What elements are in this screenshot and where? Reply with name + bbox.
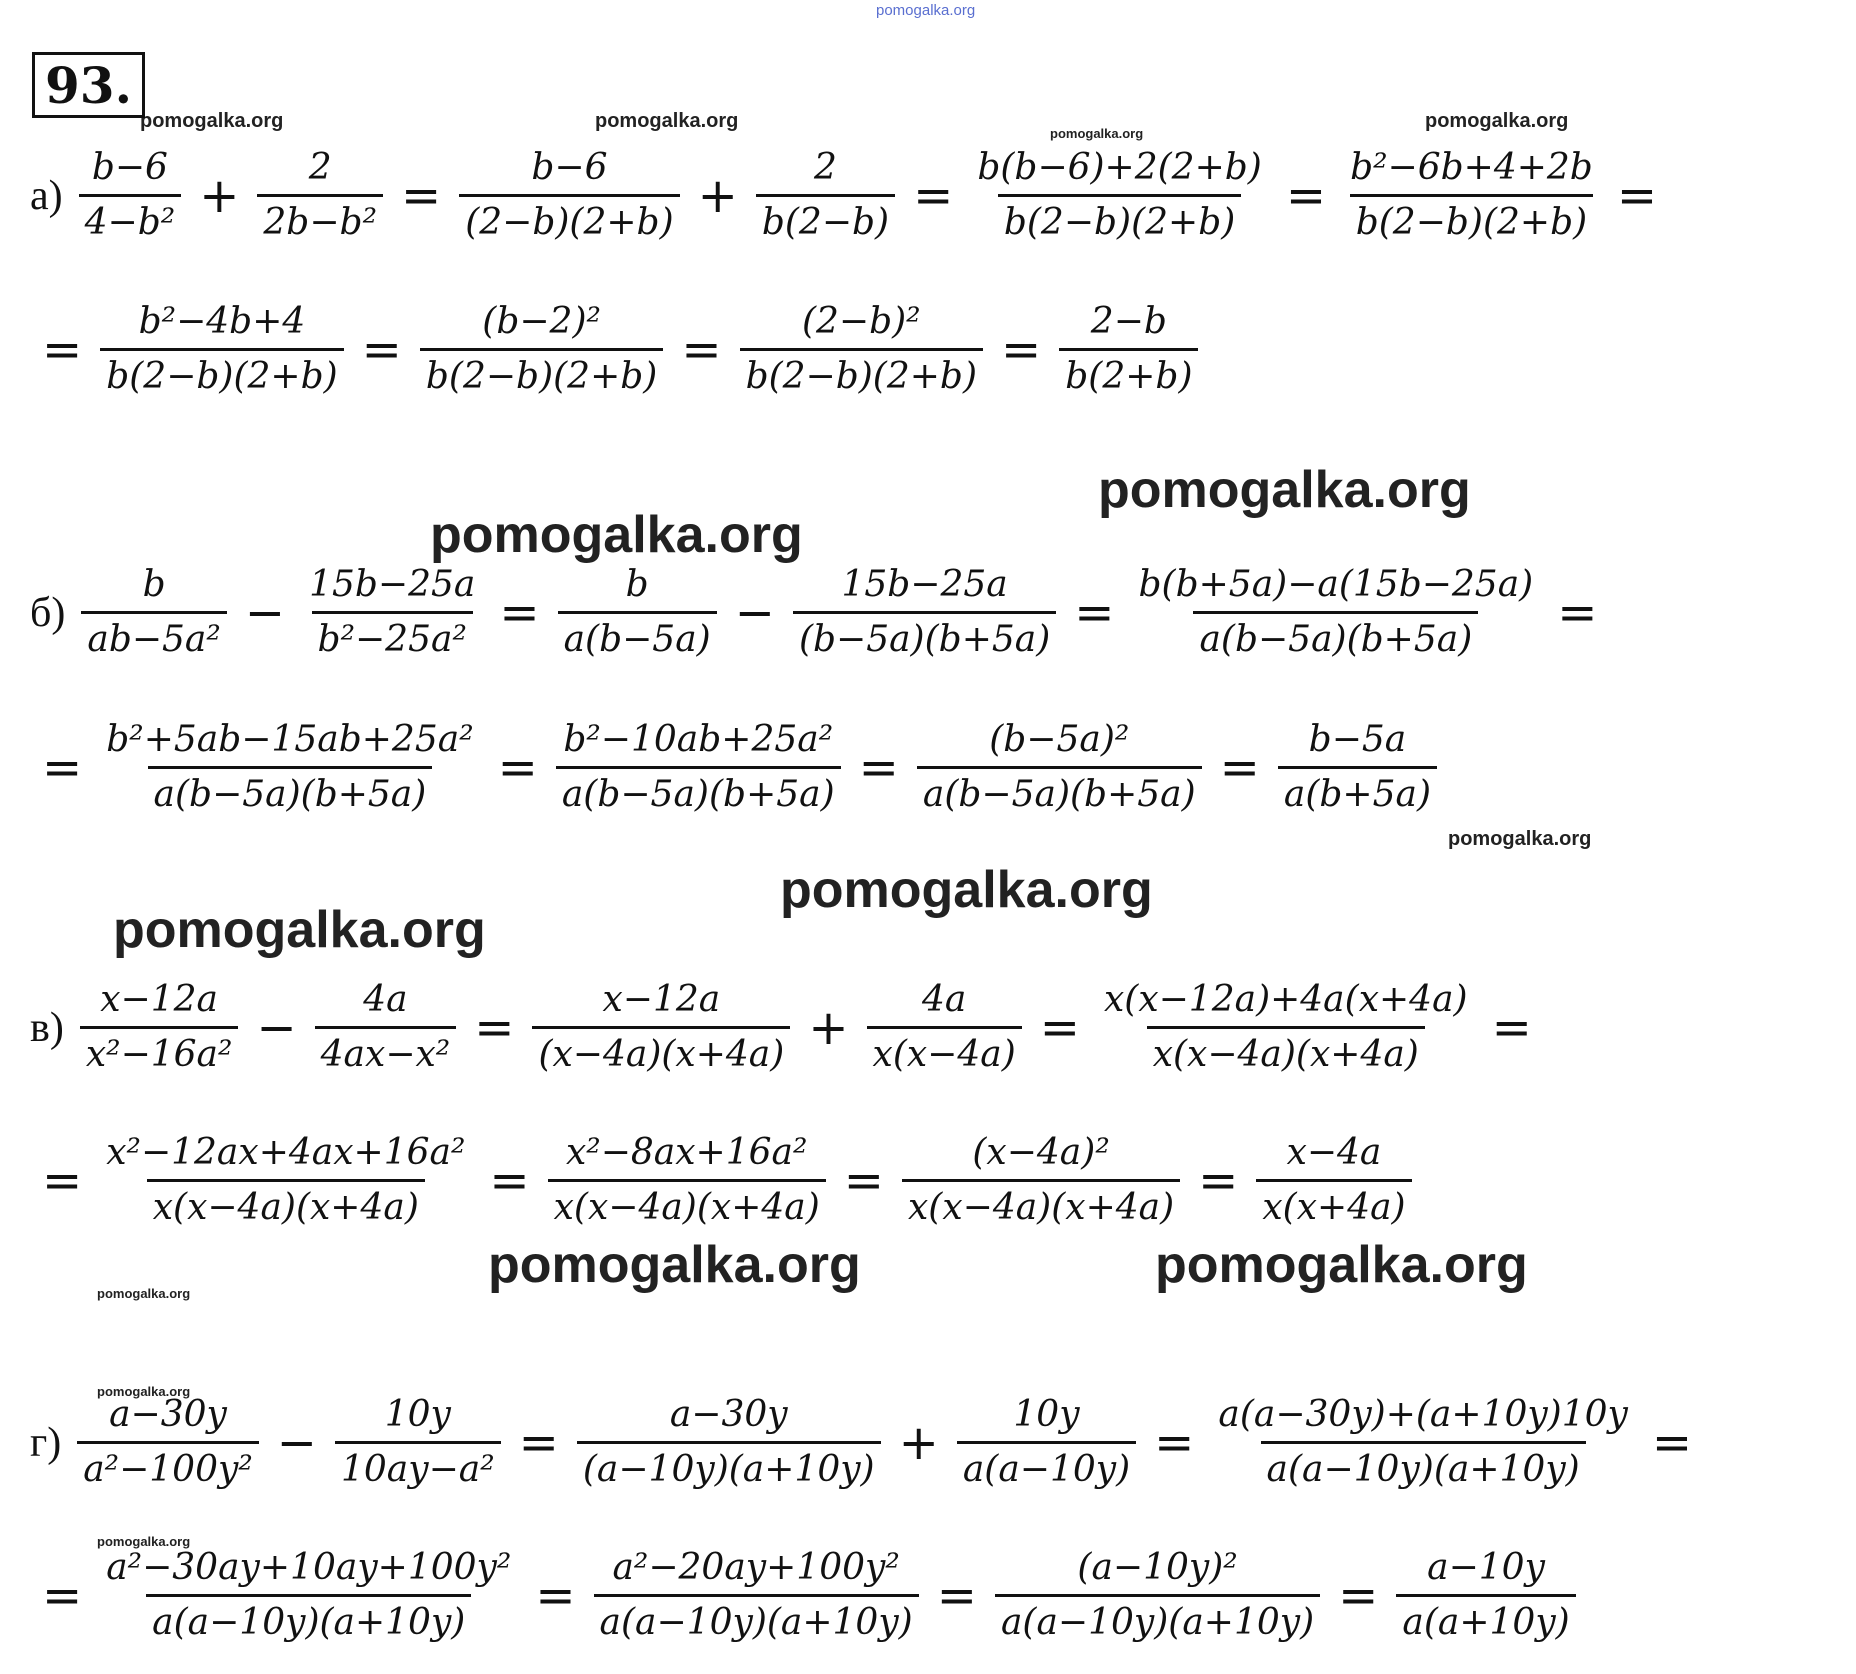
numerator: x(x−12a)+4a(x+4a)	[1103, 979, 1468, 1020]
operator: =	[42, 739, 83, 796]
numerator: b²+5ab−15ab+25a²	[106, 719, 474, 760]
operator: =	[1338, 1567, 1379, 1624]
fraction	[556, 720, 841, 815]
operator: =	[1074, 584, 1115, 641]
denominator: x(x−4a)	[867, 1026, 1022, 1075]
fraction	[100, 1548, 517, 1643]
fraction	[459, 148, 679, 243]
denominator: x(x−4a)(x+4a)	[1147, 1026, 1425, 1075]
denominator: x(x+4a)	[1256, 1179, 1411, 1228]
numerator: x²−8ax+16a²	[565, 1132, 808, 1173]
fraction	[100, 720, 479, 815]
part-label: б)	[30, 589, 66, 636]
operator: =	[1154, 1414, 1195, 1471]
denominator: b(2−b)	[756, 194, 895, 243]
numerator: 2	[814, 147, 837, 188]
numerator: (2−b)²	[801, 301, 921, 342]
numerator: (b−5a)²	[989, 719, 1130, 760]
operator: −	[256, 999, 297, 1056]
denominator: a(a+10y)	[1396, 1594, 1575, 1643]
numerator: 15b−25a	[841, 564, 1008, 605]
watermark: pomogalka.org	[1098, 461, 1471, 519]
operator: =	[858, 739, 899, 796]
fraction	[971, 148, 1268, 243]
denominator: b(2−b)(2+b)	[420, 348, 663, 397]
part-label: в)	[30, 1004, 64, 1051]
fraction	[1344, 148, 1599, 243]
fraction	[1256, 1133, 1411, 1228]
fraction	[1396, 1548, 1575, 1643]
fraction	[740, 302, 983, 397]
fraction	[867, 980, 1022, 1075]
numerator: b(b+5a)−a(15b−25a)	[1138, 564, 1534, 605]
part-label: а)	[30, 172, 63, 219]
part-b-line-2	[30, 720, 1443, 815]
denominator: b(2+b)	[1059, 348, 1198, 397]
watermark: pomogalka.org	[430, 506, 803, 564]
operator: =	[913, 167, 954, 224]
fraction	[793, 565, 1056, 660]
denominator: a(a−10y)(a+10y)	[594, 1594, 919, 1643]
fraction	[303, 565, 481, 660]
part-a-line-1	[30, 148, 1669, 243]
operator: =	[42, 1152, 83, 1209]
fraction	[756, 148, 895, 243]
watermark: pomogalka.org	[97, 1384, 191, 1399]
fraction	[257, 148, 383, 243]
denominator: (x−4a)(x+4a)	[532, 1026, 790, 1075]
numerator: (b−2)²	[482, 301, 601, 342]
numerator: 4a	[363, 979, 408, 1020]
watermark: pomogalka.org	[113, 901, 486, 959]
numerator: b²−10ab+25a²	[563, 719, 834, 760]
operator: =	[1198, 1152, 1239, 1209]
operator: +	[199, 167, 240, 224]
fraction	[594, 1548, 919, 1643]
numerator: 15b−25a	[309, 564, 476, 605]
numerator: x−4a	[1286, 1132, 1382, 1173]
numerator: 2	[308, 147, 332, 188]
operator: =	[1039, 999, 1080, 1056]
denominator: ab−5a²	[81, 611, 226, 660]
fraction	[81, 565, 226, 660]
watermark: pomogalka.org	[1448, 828, 1592, 850]
watermark: pomogalka.org	[140, 110, 284, 132]
watermark: pomogalka.org	[1155, 1236, 1528, 1294]
watermark: pomogalka.org	[780, 861, 1153, 919]
denominator: b(2−b)(2+b)	[998, 194, 1241, 243]
operator: =	[1001, 321, 1042, 378]
denominator: a(a−10y)(a+10y)	[995, 1594, 1320, 1643]
operator: =	[1651, 1414, 1693, 1471]
denominator: x(x−4a)(x+4a)	[548, 1179, 826, 1228]
numerator: x²−12ax+4ax+16a²	[106, 1132, 466, 1173]
denominator: x(x−4a)(x+4a)	[902, 1179, 1180, 1228]
denominator: a(b−5a)(b+5a)	[917, 766, 1202, 815]
denominator: a(a−10y)	[957, 1441, 1136, 1490]
fraction	[548, 1133, 826, 1228]
numerator: x−12a	[602, 979, 721, 1020]
numerator: a−30y	[669, 1394, 788, 1435]
fraction	[957, 1395, 1136, 1490]
operator: =	[1557, 584, 1598, 641]
fraction	[1278, 720, 1437, 815]
numerator: a²−30ay+10ay+100y²	[106, 1547, 512, 1588]
numerator: b²−4b+4	[138, 301, 306, 342]
numerator: b−6	[531, 147, 608, 188]
operator: =	[1285, 167, 1327, 224]
denominator: 10ay−a²	[335, 1441, 501, 1490]
numerator: b	[142, 564, 166, 605]
numerator: (a−10y)²	[1077, 1547, 1238, 1588]
operator: =	[42, 1567, 83, 1624]
numerator: (x−4a)²	[972, 1132, 1110, 1173]
numerator: b−6	[91, 147, 168, 188]
operator: =	[843, 1152, 884, 1209]
fraction	[335, 1395, 501, 1490]
fraction	[80, 980, 239, 1075]
operator: =	[518, 1414, 559, 1471]
denominator: a(b−5a)	[558, 611, 717, 660]
watermark: pomogalka.org	[488, 1236, 861, 1294]
part-v-line-2	[30, 1133, 1418, 1228]
denominator: 4−b²	[79, 194, 182, 243]
denominator: a(b+5a)	[1278, 766, 1437, 815]
denominator: (2−b)(2+b)	[459, 194, 679, 243]
numerator: x−12a	[100, 979, 218, 1020]
fraction	[420, 302, 663, 397]
fraction	[1212, 1395, 1634, 1490]
denominator: a(b−5a)(b+5a)	[1193, 611, 1478, 660]
operator: =	[474, 999, 515, 1056]
watermark: pomogalka.org	[1050, 126, 1144, 141]
denominator: 4ax−x²	[315, 1026, 457, 1075]
denominator: a(b−5a)(b+5a)	[556, 766, 841, 815]
part-g-line-1	[30, 1395, 1704, 1490]
watermark-top: pomogalka.org	[876, 2, 976, 19]
fraction	[77, 1395, 259, 1490]
problem-number: 93.	[32, 52, 145, 118]
numerator: a(a−30y)+(a+10y)10y	[1218, 1394, 1628, 1435]
part-b-line-1	[30, 565, 1609, 660]
operator: =	[1219, 739, 1260, 796]
numerator: a−30y	[109, 1394, 227, 1435]
operator: =	[497, 739, 538, 796]
watermark: pomogalka.org	[97, 1286, 191, 1301]
operator: +	[898, 1414, 939, 1471]
part-g-line-2	[30, 1548, 1582, 1643]
operator: =	[535, 1567, 576, 1624]
numerator: 10y	[384, 1394, 451, 1435]
part-label: г)	[30, 1419, 62, 1466]
watermark: pomogalka.org	[97, 1534, 191, 1549]
denominator: (a−10y)(a+10y)	[577, 1441, 881, 1490]
fraction	[79, 148, 182, 243]
numerator: 2−b	[1090, 301, 1167, 342]
numerator: b	[625, 564, 649, 605]
denominator: b(2−b)(2+b)	[100, 348, 343, 397]
operator: =	[1616, 167, 1658, 224]
denominator: (b−5a)(b+5a)	[793, 611, 1056, 660]
denominator: b(2−b)(2+b)	[740, 348, 983, 397]
numerator: b−5a	[1308, 719, 1407, 760]
denominator: a(b−5a)(b+5a)	[148, 766, 433, 815]
fraction	[532, 980, 790, 1075]
denominator: x(x−4a)(x+4a)	[147, 1179, 425, 1228]
part-a-line-2	[30, 302, 1204, 397]
fraction	[995, 1548, 1320, 1643]
numerator: b²−6b+4+2b	[1350, 147, 1593, 188]
operator: =	[936, 1567, 977, 1624]
operator: =	[681, 321, 722, 378]
watermark: pomogalka.org	[1425, 110, 1569, 132]
operator: =	[42, 321, 83, 378]
fraction	[577, 1395, 881, 1490]
fraction	[1059, 302, 1198, 397]
operator: =	[489, 1152, 530, 1209]
fraction	[1098, 980, 1474, 1075]
numerator: a−10y	[1427, 1547, 1545, 1588]
denominator: a(a−10y)(a+10y)	[1261, 1441, 1586, 1490]
denominator: 2b−b²	[257, 194, 383, 243]
numerator: a²−20ay+100y²	[612, 1547, 900, 1588]
numerator: 10y	[1013, 1394, 1080, 1435]
denominator: a²−100y²	[77, 1441, 259, 1490]
fraction	[1133, 565, 1540, 660]
denominator: a(a−10y)(a+10y)	[146, 1594, 471, 1643]
operator: =	[361, 321, 402, 378]
watermark: pomogalka.org	[595, 110, 739, 132]
fraction	[100, 302, 343, 397]
operator: +	[697, 167, 738, 224]
fraction	[315, 980, 457, 1075]
denominator: b²−25a²	[312, 611, 473, 660]
operator: −	[276, 1414, 317, 1471]
operator: =	[401, 167, 442, 224]
fraction	[917, 720, 1202, 815]
fraction	[558, 565, 717, 660]
operator: =	[1491, 999, 1532, 1056]
denominator: b(2−b)(2+b)	[1350, 194, 1593, 243]
fraction	[100, 1133, 471, 1228]
operator: −	[734, 584, 775, 641]
fraction	[902, 1133, 1180, 1228]
operator: +	[808, 999, 849, 1056]
numerator: b(b−6)+2(2+b)	[977, 147, 1262, 188]
operator: −	[244, 584, 286, 641]
operator: =	[499, 584, 540, 641]
denominator: x²−16a²	[80, 1026, 239, 1075]
numerator: 4a	[921, 979, 967, 1020]
part-v-line-1	[30, 980, 1544, 1075]
